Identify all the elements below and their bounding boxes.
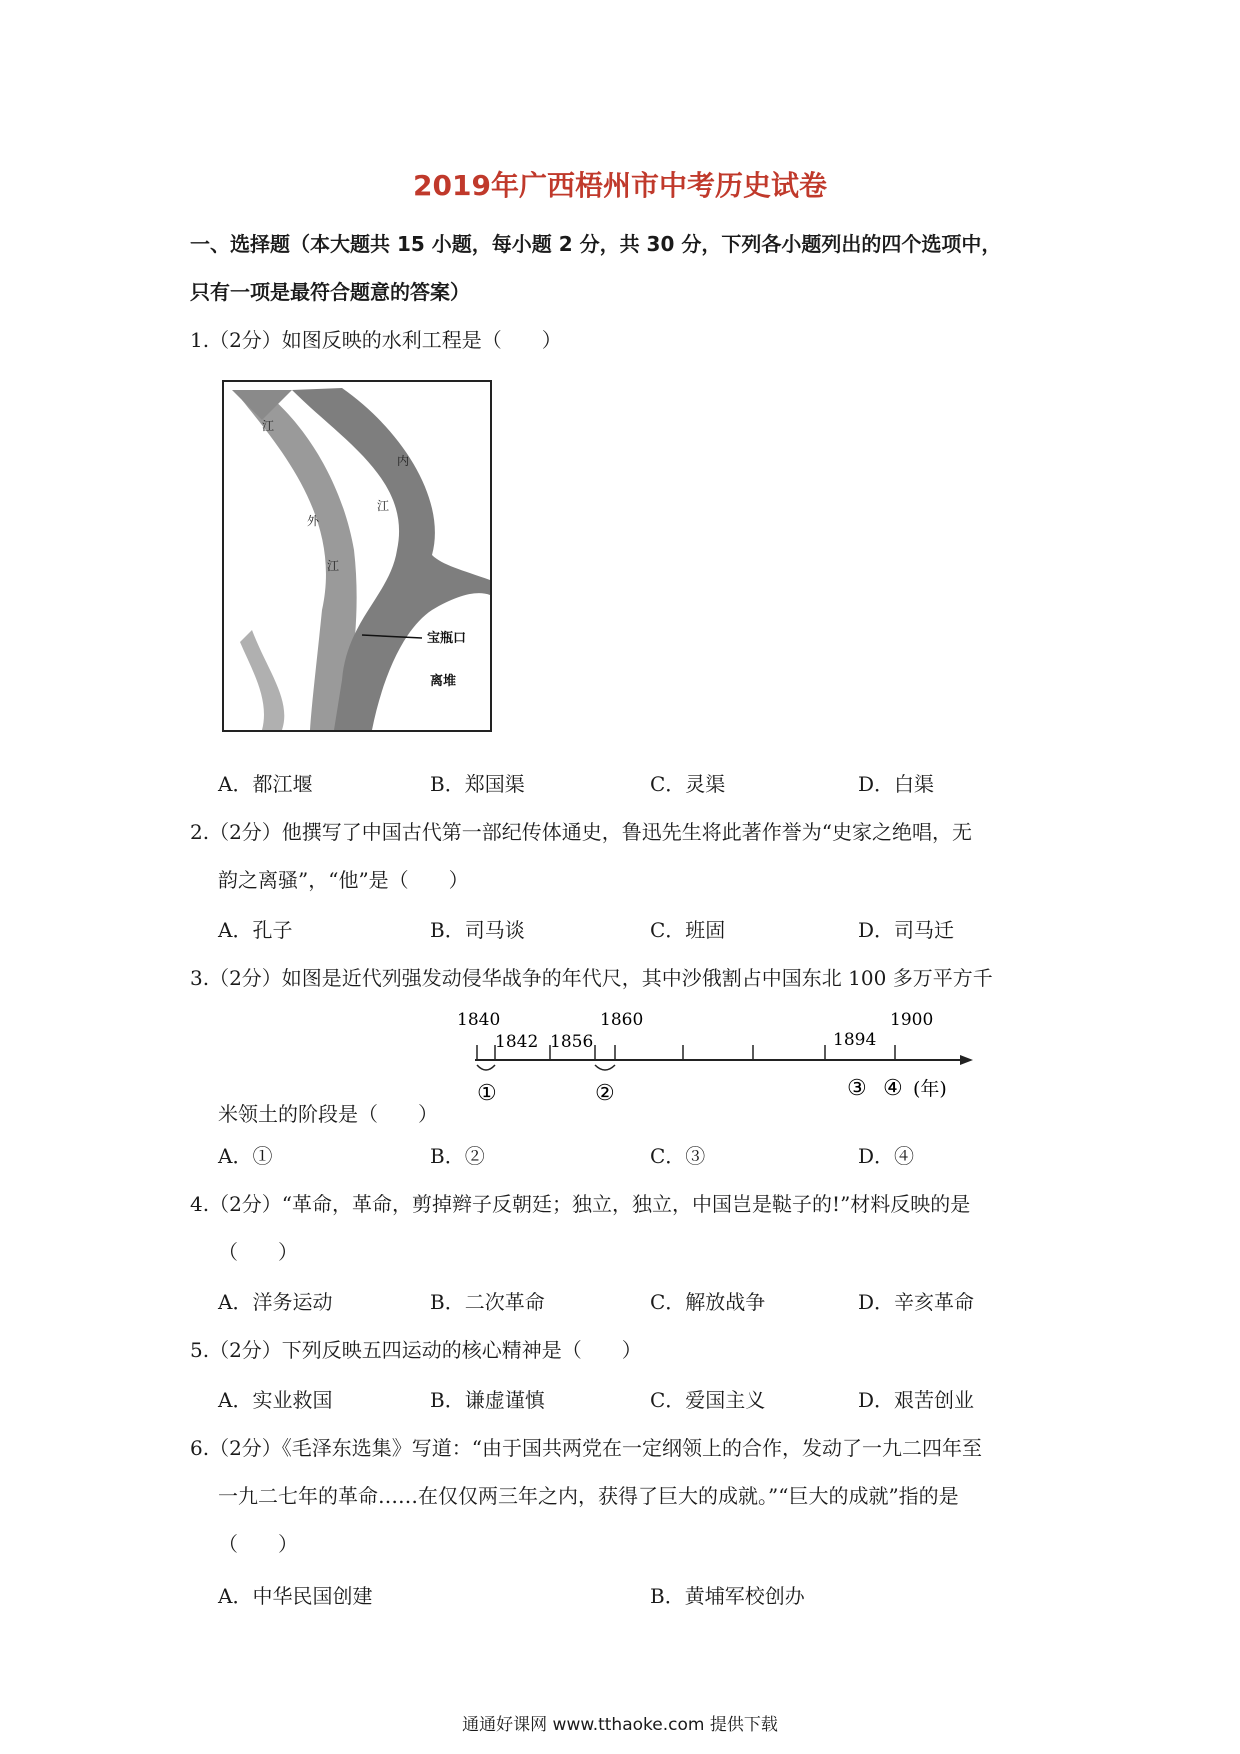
map-label: 江: [377, 499, 390, 513]
timeline-unit: (年): [913, 1078, 947, 1100]
q1-option-c[interactable]: C．灵渠: [650, 772, 726, 796]
timeline-year-1842: 1842: [495, 1032, 539, 1052]
timeline-year-1894: 1894: [833, 1030, 877, 1050]
q1-option-a[interactable]: A．都江堰: [218, 772, 313, 796]
q3-option-a[interactable]: A．①: [218, 1144, 273, 1168]
dujiangyan-map-image: [222, 380, 492, 732]
question-6-text-line2: 一九二七年的革命……在仅仅两三年之内，获得了巨大的成就。”“巨大的成就”指的是: [218, 1484, 959, 1508]
map-label: 外: [307, 514, 320, 528]
q5-option-d[interactable]: D．艰苦创业: [858, 1388, 975, 1412]
timeline-year-1856: 1856: [550, 1032, 594, 1052]
question-3-text-line2: 米领土的阶段是（ ）: [218, 1102, 438, 1126]
question-1-text: 1.（2分）如图反映的水利工程是（ ）: [190, 328, 562, 352]
question-3-text-line1: 3.（2分）如图是近代列强发动侵华战争的年代尺，其中沙俄割占中国东北 100 多万平方千: [190, 966, 993, 990]
question-6-text-line3: （ ）: [218, 1532, 298, 1556]
q5-option-b[interactable]: B．谦虚谨慎: [430, 1388, 545, 1412]
timeline-marker-3: ③: [847, 1076, 867, 1101]
map-label: 江: [327, 559, 340, 573]
q4-option-a[interactable]: A．洋务运动: [218, 1290, 333, 1314]
timeline-year-1860: 1860: [600, 1010, 644, 1030]
q6-option-a[interactable]: A．中华民国创建: [218, 1584, 373, 1608]
q3-option-d[interactable]: D．④: [858, 1144, 915, 1168]
map-label: 内: [397, 454, 410, 468]
question-2-text-line2: 韵之离骚”，“他”是（ ）: [218, 868, 469, 892]
q5-option-a[interactable]: A．实业救国: [218, 1388, 333, 1412]
question-5-text: 5.（2分）下列反映五四运动的核心精神是（ ）: [190, 1338, 642, 1362]
timeline-marker-2: ②: [595, 1081, 615, 1106]
page-footer: 通通好课网 www.tthaoke.com 提供下载: [462, 1715, 778, 1735]
q4-option-d[interactable]: D．辛亥革命: [858, 1290, 975, 1314]
question-4-text-line1: 4.（2分）“革命，革命，剪掉辫子反朝廷；独立，独立，中国岂是鞑子的!”材料反映的是: [190, 1192, 971, 1216]
q4-option-b[interactable]: B．二次革命: [430, 1290, 545, 1314]
map-label-baopingkou: 宝瓶口: [427, 631, 467, 646]
q2-option-d[interactable]: D．司马迁: [858, 918, 955, 942]
q5-option-c[interactable]: C．爱国主义: [650, 1388, 766, 1412]
section-heading-line1: 一、选择题（本大题共 15 小题，每小题 2 分，共 30 分，下列各小题列出的四个选项中，: [190, 232, 1002, 256]
q4-option-c[interactable]: C．解放战争: [650, 1290, 766, 1314]
q1-option-d[interactable]: D．白渠: [858, 772, 935, 796]
q6-option-b[interactable]: B．黄埔军校创办: [650, 1584, 805, 1608]
q2-option-a[interactable]: A．孔子: [218, 918, 293, 942]
timeline-year-1840: 1840: [457, 1010, 501, 1030]
map-label: 江: [262, 419, 275, 433]
timeline-figure: [455, 1005, 975, 1115]
q3-option-b[interactable]: B．②: [430, 1144, 485, 1168]
q1-option-b[interactable]: B．郑国渠: [430, 772, 525, 796]
timeline-marker-4: ④: [883, 1076, 903, 1101]
section-heading-line2: 只有一项是最符合题意的答案）: [190, 280, 470, 304]
q3-option-c[interactable]: C．③: [650, 1144, 706, 1168]
q2-option-b[interactable]: B．司马谈: [430, 918, 525, 942]
map-label-lidui: 离堆: [430, 674, 457, 689]
question-4-text-line2: （ ）: [218, 1240, 298, 1264]
timeline-marker-1: ①: [477, 1081, 497, 1106]
page-title: 2019年广西梧州市中考历史试卷: [413, 169, 827, 202]
q2-option-c[interactable]: C．班固: [650, 918, 726, 942]
timeline-year-1900: 1900: [890, 1010, 934, 1030]
question-6-text-line1: 6.（2分）《毛泽东选集》写道：“由于国共两党在一定纲领上的合作，发动了一九二四年至: [190, 1436, 983, 1460]
question-2-text-line1: 2.（2分）他撰写了中国古代第一部纪传体通史，鲁迅先生将此著作誉为“史家之绝唱，无: [190, 820, 973, 844]
